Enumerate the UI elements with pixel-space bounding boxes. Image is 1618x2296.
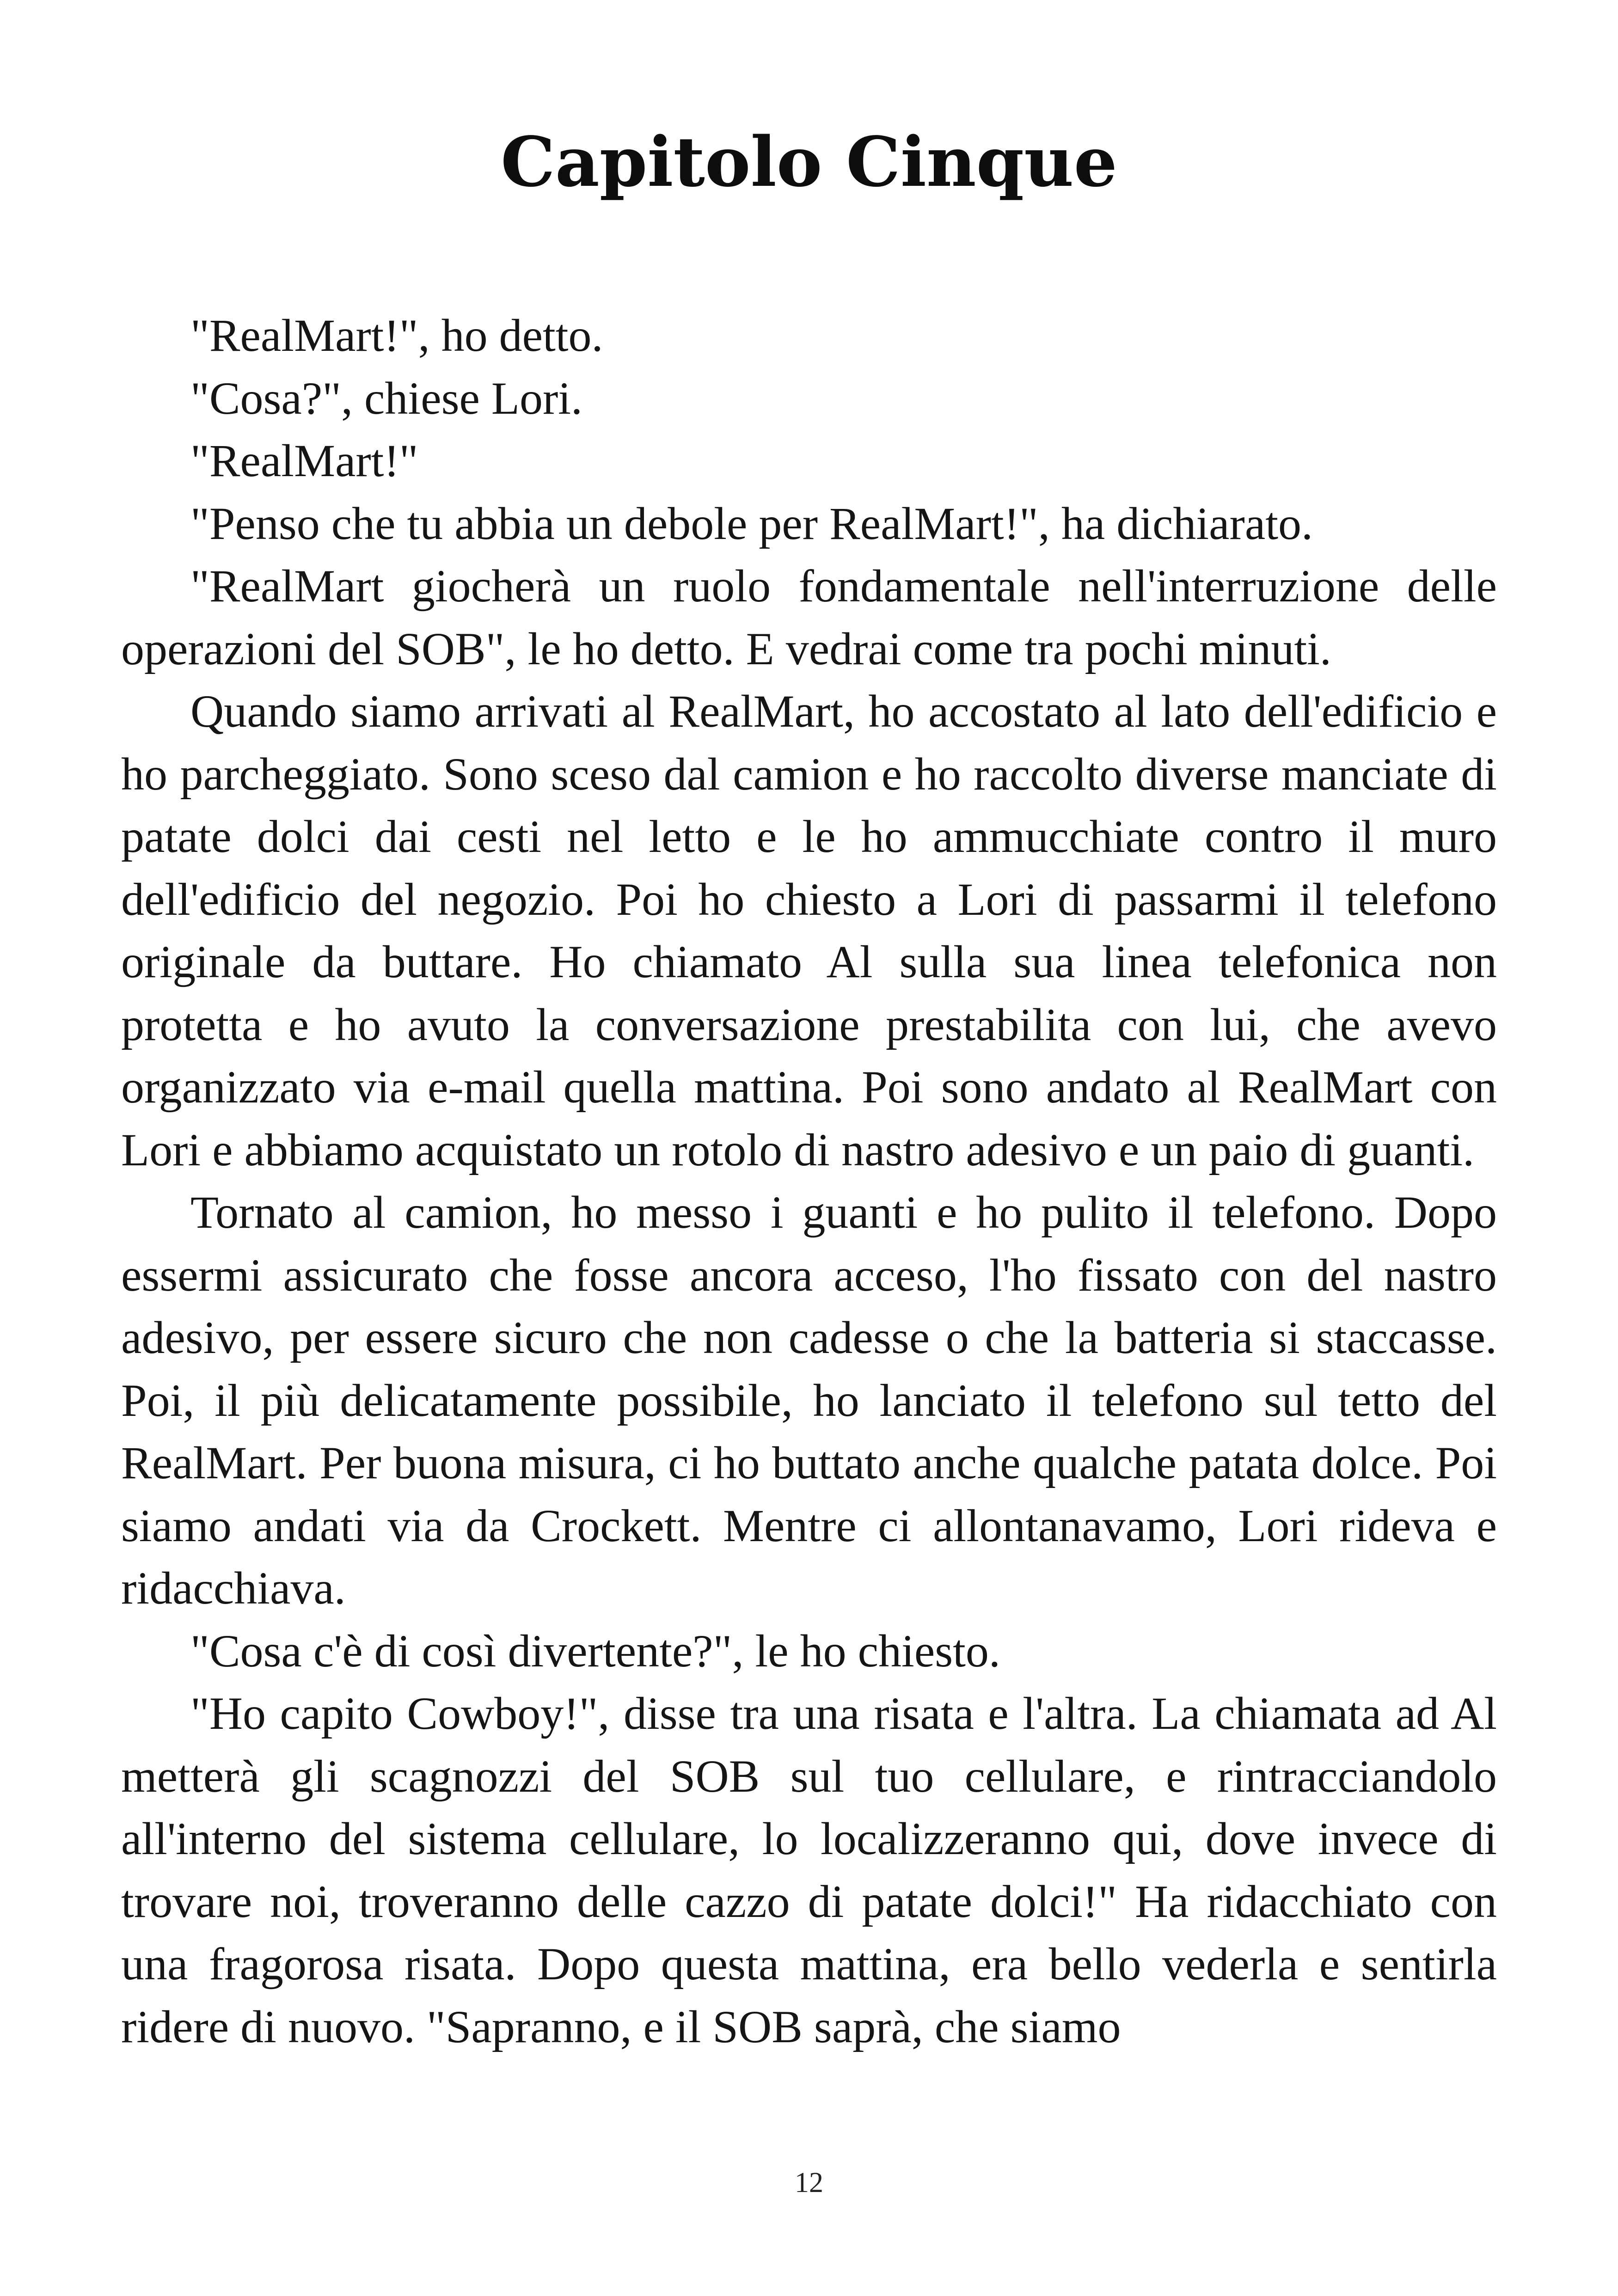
paragraph: Quando siamo arrivati al RealMart, ho accostato al lato dell'edificio e ho parcheggiato. Sono sceso dal camion e ho raccolto diverse manciate di patate dolci dai cesti nel letto e le ho ammucchiate contro il muro dell'edificio del negozio. Poi ho chiesto a Lori di passarmi il telefono originale da buttare. Ho chiamato Al sulla sua linea telefonica non protetta e ho avuto la conversazione prestabilita con lui, che avevo organizzato via e-mail quella mattina. Poi sono andato al RealMart con Lori e abbiamo acquistato un rotolo di nastro adesivo e un paio di guanti.: [121, 686, 1497, 1176]
paragraph: "Penso che tu abbia un debole per RealMart!", ha dichiarato.: [190, 497, 1313, 549]
paragraph: "Cosa c'è di così divertente?", le ho chiesto.: [190, 1625, 1000, 1677]
paragraph: "RealMart!", ho detto.: [190, 310, 603, 361]
chapter-body: [121, 304, 1497, 2058]
paragraph: "Ho capito Cowboy!", disse tra una risata e l'altra. La chiamata ad Al metterà gli scagnozzi del SOB sul tuo cellulare, e rintracciandolo all'interno del sistema cellulare, lo localizzeranno qui, dove invece di trovare noi, troveranno delle cazzo di patate dolci!" Ha ridacchiato con una fragorosa risata. Dopo questa mattina, era bello vederla e sentirla ridere di nuovo. "Sapranno, e il SOB saprà, che siamo: [121, 1688, 1497, 2052]
paragraph: "RealMart!": [190, 435, 418, 486]
paragraph: Tornato al camion, ho messo i guanti e ho pulito il telefono. Dopo essermi assicurato che fosse ancora acceso, l'ho fissato con del nastro adesivo, per essere sicuro che non cadesse o che la batteria si staccasse. Poi, il più delicatamente possibile, ho lanciato il telefono sul tetto del RealMart. Per buona misura, ci ho buttato anche qualche patata dolce. Poi siamo andati via da Crockett. Mentre ci allontanavamo, Lori rideva e ridacchiava.: [121, 1187, 1497, 1614]
page-number: 12: [795, 2167, 823, 2198]
chapter-title: Capitolo Cinque: [501, 122, 1117, 202]
paragraph: "Cosa?", chiese Lori.: [190, 372, 583, 424]
paragraph: "RealMart giocherà un ruolo fondamentale nell'interruzione delle operazioni del SOB", le ho detto. E vedrai come tra pochi minuti.: [121, 560, 1497, 674]
